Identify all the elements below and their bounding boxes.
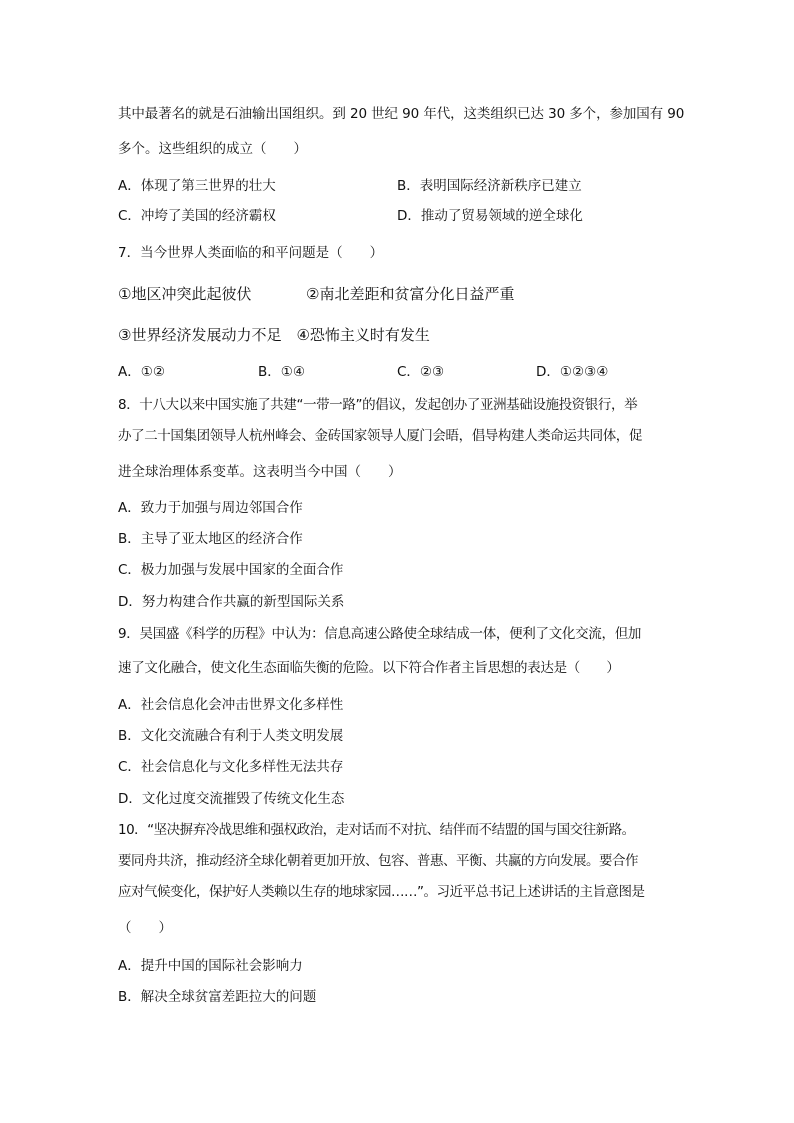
q10-stem-line-2: 要同舟共济，推动经济全球化朝着更加开放、包容、普惠、平衡、共赢的方向发展。要合作: [118, 853, 638, 869]
q10-stem-line-3: 应对气候变化，保护好人类赖以生存的地球家园……”。习近平总书记上述讲话的主旨意图是: [118, 884, 645, 900]
q8-option-b: B．主导了亚太地区的经济合作: [118, 531, 303, 547]
q7-item-1: ①地区冲突此起彼伏: [118, 285, 252, 303]
q6-option-b: B．表明国际经济新秩序已建立: [397, 178, 582, 194]
q10-stem-line-1: 10．“坚决摒弃冷战思维和强权政治，走对话而不对抗、结伴而不结盟的国与国交往新路。: [118, 822, 635, 838]
q9-option-a: A．社会信息化会冲击世界文化多样性: [118, 697, 344, 713]
q6-stem-line-1: 其中最著名的就是石油输出国组织。到 20 世纪 90 年代，这类组织已达 30 多个，参加国有 90: [118, 106, 685, 122]
q8-stem-line-2: 办了二十国集团领导人杭州峰会、金砖国家领导人厦门会晤，倡导构建人类命运共同体，促: [118, 428, 642, 444]
q8-option-a: A．致力于加强与周边邻国合作: [118, 500, 303, 516]
q8-option-c: C．极力加强与发展中国家的全面合作: [118, 562, 344, 578]
q8-stem-line-3: 进全球治理体系变革。这表明当今中国（ ）: [118, 464, 402, 480]
q7-item-2: ②南北差距和贫富分化日益严重: [306, 285, 515, 303]
q10-stem-line-4: （ ）: [118, 920, 172, 936]
q6-option-a: A．体现了第三世界的壮大: [118, 178, 276, 194]
q7-stem: 7．当今世界人类面临的和平问题是（ ）: [118, 245, 384, 261]
q9-option-c: C．社会信息化与文化多样性无法共存: [118, 759, 344, 775]
q9-option-b: B．文化交流融合有利于人类文明发展: [118, 728, 344, 744]
q7-item-3-4: ③世界经济发展动力不足 ④恐怖主义时有发生: [118, 326, 430, 344]
q7-option-d: D．①②③④: [536, 364, 609, 380]
q6-stem-line-2: 多个。这些组织的成立（ ）: [118, 141, 307, 157]
q6-option-d: D．推动了贸易领域的逆全球化: [397, 208, 583, 224]
q8-stem-line-1: 8．十八大以来中国实施了共建“一带一路”的倡议，发起创办了亚洲基础设施投资银行，举: [118, 397, 638, 413]
q9-stem-line-1: 9．吴国盛《科学的历程》中认为：信息高速公路使全球结成一体，便利了文化交流，但加: [118, 626, 642, 642]
q10-option-b: B．解决全球贫富差距拉大的问题: [118, 989, 317, 1005]
q9-option-d: D．文化过度交流摧毁了传统文化生态: [118, 791, 345, 807]
q9-stem-line-2: 速了文化融合，使文化生态面临失衡的危险。以下符合作者主旨思想的表达是（ ）: [118, 660, 620, 676]
q8-option-d: D．努力构建合作共赢的新型国际关系: [118, 594, 345, 610]
q7-option-b: B．①④: [258, 364, 305, 380]
q6-option-c: C．冲垮了美国的经济霸权: [118, 208, 276, 224]
q7-option-c: C．②③: [397, 364, 445, 380]
q10-option-a: A．提升中国的国际社会影响力: [118, 958, 303, 974]
q7-option-a: A．①②: [118, 364, 165, 380]
